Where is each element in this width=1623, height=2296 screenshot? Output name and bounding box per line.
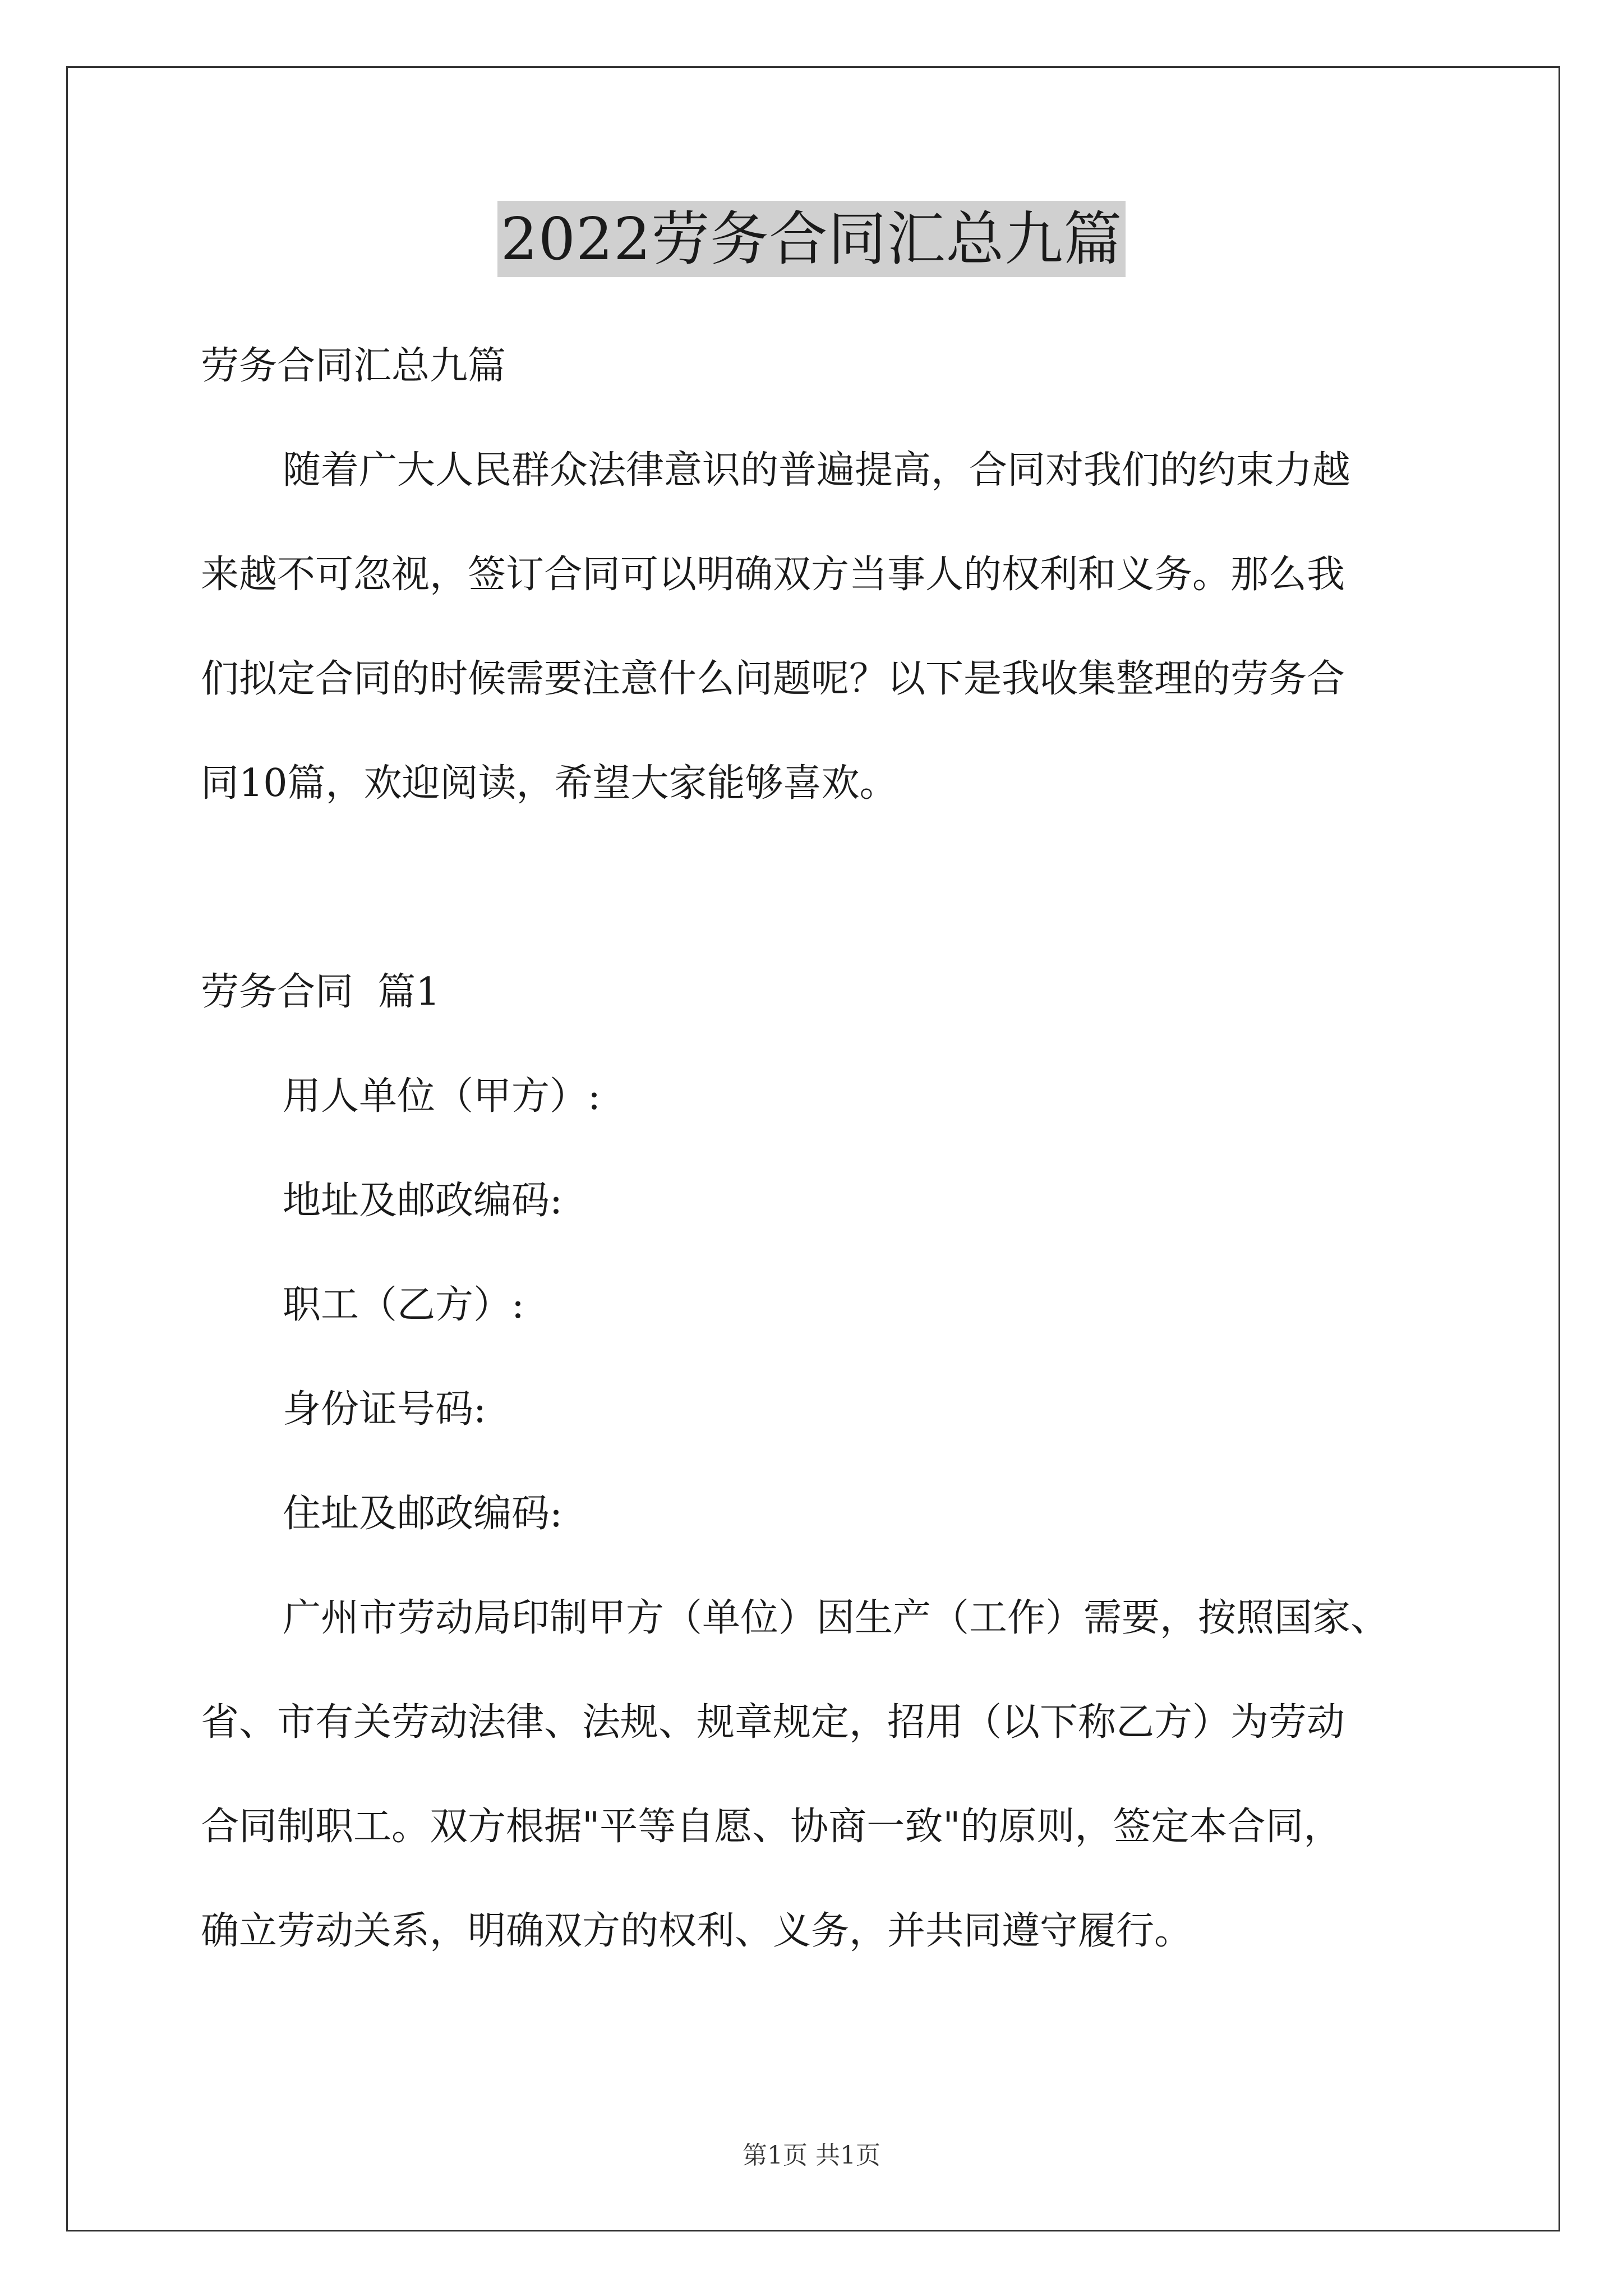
body-line-3: 合同制职工。双方根据"平等自愿、协商一致"的原则，签定本合同，: [201, 1805, 1342, 1849]
section-heading: 劳务合同 篇1: [201, 970, 440, 1014]
field-employer: 用人单位（甲方）:: [283, 1074, 601, 1119]
field-employee: 职工（乙方）:: [283, 1283, 524, 1327]
field-id-number: 身份证号码:: [283, 1387, 486, 1432]
intro-line-2: 来越不可忽视，签订合同可以明确双方当事人的权利和义务。那么我: [201, 553, 1345, 597]
title-container: [0, 201, 1623, 277]
field-employee-address: 住址及邮政编码:: [283, 1492, 562, 1536]
body-line-1: 广州市劳动局印制甲方（单位）因生产（工作）需要，按照国家、: [283, 1596, 1389, 1640]
document-subtitle: 劳务合同汇总九篇: [201, 344, 506, 388]
intro-line-1: 随着广大人民群众法律意识的普遍提高，合同对我们的约束力越: [283, 448, 1351, 493]
spacer: [201, 836, 1468, 940]
document-body: [201, 314, 1468, 1984]
field-employer-address: 地址及邮政编码:: [283, 1179, 562, 1223]
document-title: 2022劳务合同汇总九篇: [497, 201, 1126, 277]
page-footer: [0, 2135, 1623, 2171]
body-line-2: 省、市有关劳动法律、法规、规章规定，招用（以下称乙方）为劳动: [201, 1700, 1345, 1745]
body-line-4: 确立劳动关系，明确双方的权利、义务，并共同遵守履行。: [201, 1909, 1193, 1953]
page-number: 第1页 共1页: [743, 2141, 880, 2170]
intro-line-4: 同10篇，欢迎阅读，希望大家能够喜欢。: [201, 761, 898, 806]
intro-line-3: 们拟定合同的时候需要注意什么问题呢？以下是我收集整理的劳务合: [201, 657, 1345, 701]
